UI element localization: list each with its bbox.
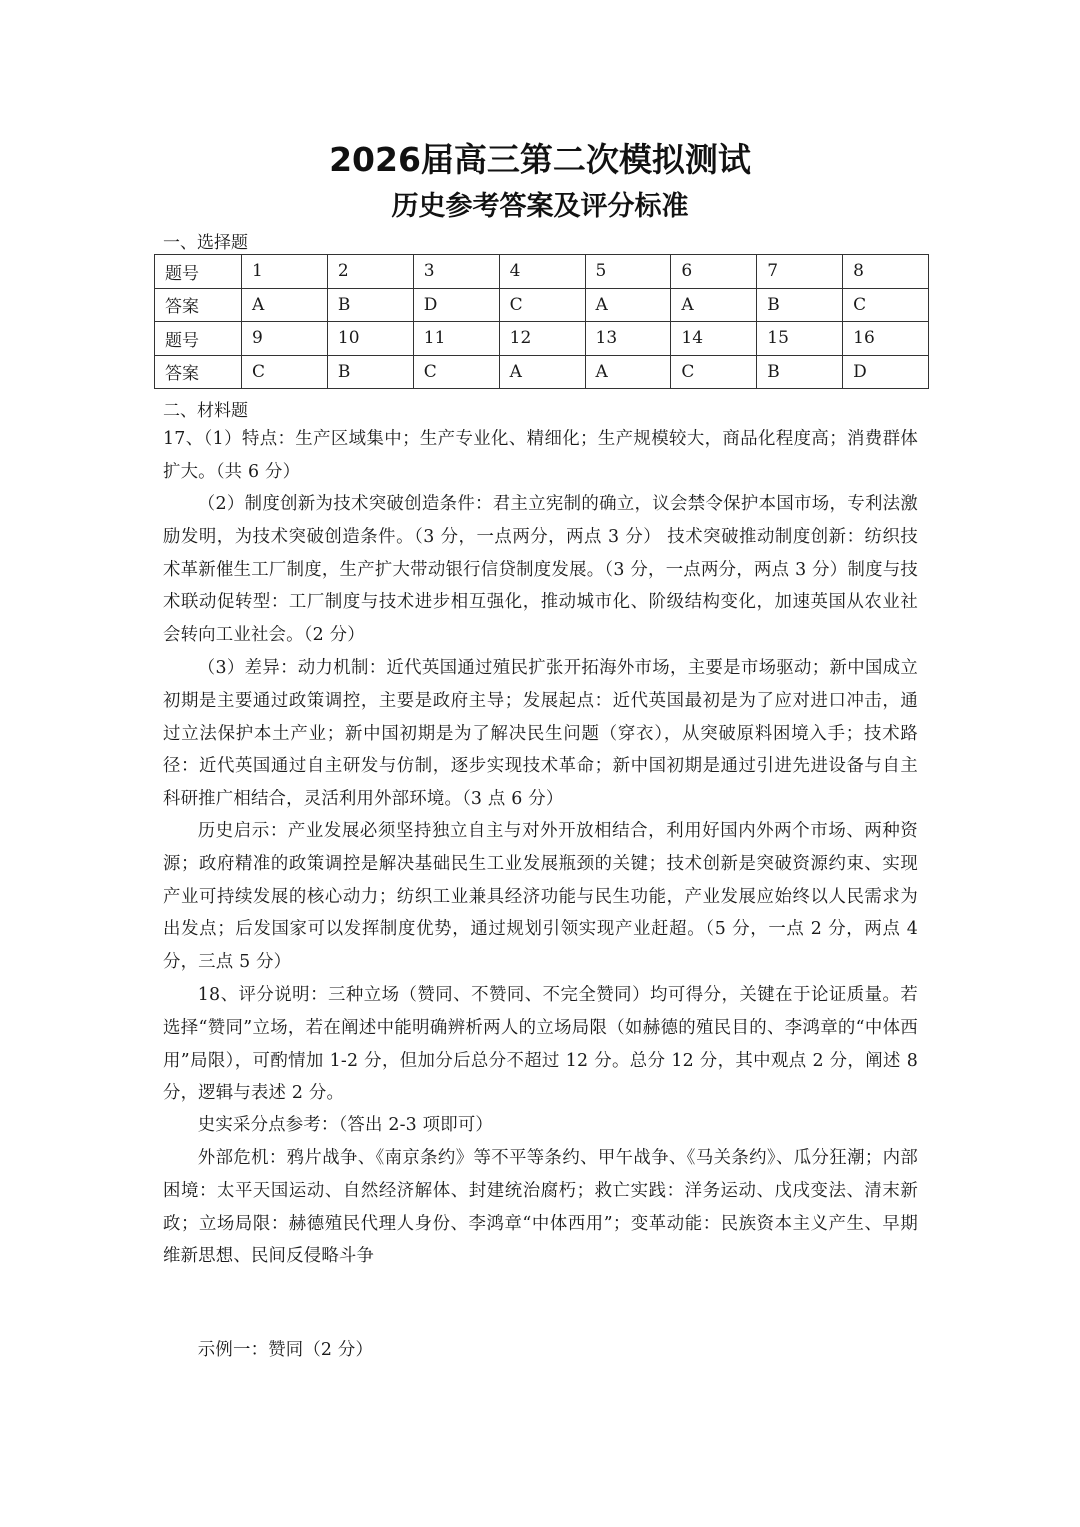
table-cell: B [757,288,843,322]
answer-table-row [155,322,929,356]
table-cell: 12 [499,322,585,356]
answer-table [154,254,929,389]
answer-table-row [155,288,929,322]
table-cell: C [843,288,929,322]
q18-scoring-notes: 18、评分说明：三种立场（赞同、不赞同、不完全赞同）均可得分，关键在于论证质量。若选择“赞同”立场，若在阐述中能明确辨析两人的立场局限（如赫德的殖民目的、李鸿章的“中体西用”局限），可酌情加 1-2 分，但加分后总分不超过 12 分。总分 12 分，其中观点 2 分，阐述 8 分，逻辑与表述 2 分。 [163,985,918,1104]
table-row-header: 题号 [155,255,242,289]
table-cell: 4 [499,255,585,289]
q17-part3: （3）差异：动力机制：近代英国通过殖民扩张开拓海外市场，主要是市场驱动；新中国成立初期是主要通过政策调控，主要是政府主导；发展起点：近代英国最初是为了应对进口冲击，通过立法保护本土产业；新中国初期是为了解决民生问题（穿衣），从突破原料困境入手；技术路径：近代英国通过自主研发与仿制，逐步实现技术革命；新中国初期是通过引进先进设备与自主科研推广相结合，灵活利用外部环境。（3 点 6 分） [163,658,918,810]
table-cell: A [585,355,671,389]
table-cell: C [671,355,757,389]
table-cell: 5 [585,255,671,289]
table-cell: B [327,288,413,322]
table-cell: A [242,288,328,322]
answer-table-row [155,255,929,289]
q17-part4-insight: 历史启示：产业发展必须坚持独立自主与对外开放相结合，利用好国内外两个市场、两种资源；政府精准的政策调控是解决基础民生工业发展瓶颈的关键；技术创新是突破资源约束、实现产业可持续发展的核心动力；纺织工业兼具经济功能与民生功能，产业发展应始终以人民需求为出发点；后发国家可以发挥制度优势，通过规划引领实现产业赶超。（5 分，一点 2 分，两点 4 分，三点 5 分） [163,821,918,973]
answer-table-row [155,355,929,389]
table-cell: D [843,355,929,389]
table-cell: C [242,355,328,389]
table-cell: 2 [327,255,413,289]
table-cell: 6 [671,255,757,289]
table-cell: B [757,355,843,389]
table-row-header: 答案 [155,355,242,389]
table-cell: 15 [757,322,843,356]
table-cell: A [671,288,757,322]
q17-part2: （2）制度创新为技术突破创造条件：君主立宪制的确立，议会禁令保护本国市场，专利法激励发明，为技术突破创造条件。（3 分，一点两分，两点 3 分） 技术突破推动制度创新：纺织技术革新催生工厂制度，生产扩大带动银行信贷制度发展。（3 分，一点两分，两点 3 分）制度与技术联动促转型：工厂制度与技术进步相互强化，推动城市化、阶级结构变化，加速英国从农业社会转向工业社会。（2 分） [163,494,918,646]
table-cell: A [585,288,671,322]
table-cell: D [413,288,499,322]
document-title: 2026届高三第二次模拟测试 [329,140,751,179]
table-cell: 13 [585,322,671,356]
section-heading-choice: 一、选择题 [163,233,248,253]
table-cell: B [327,355,413,389]
table-cell: 1 [242,255,328,289]
table-cell: C [413,355,499,389]
table-cell: 8 [843,255,929,289]
table-cell: 7 [757,255,843,289]
q18-facts-heading: 史实采分点参考：（答出 2-3 项即可） [197,1115,494,1135]
table-cell: C [499,288,585,322]
table-row-header: 答案 [155,288,242,322]
table-cell: 9 [242,322,328,356]
document-subtitle: 历史参考答案及评分标准 [391,191,689,222]
table-cell: 16 [843,322,929,356]
q18-facts-list: 外部危机：鸦片战争、《南京条约》等不平等条约、甲午战争、《马关条约》、瓜分狂潮；内部困境：太平天国运动、自然经济解体、封建统治腐朽；救亡实践：洋务运动、戊戌变法、清末新政；立场局限：赫德殖民代理人身份、李鸿章“中体西用”；变革动能：民族资本主义产生、早期维新思想、民间反侵略斗争 [163,1148,918,1267]
table-cell: 11 [413,322,499,356]
table-cell: 14 [671,322,757,356]
table-row-header: 题号 [155,322,242,356]
table-cell: 3 [413,255,499,289]
table-cell: A [499,355,585,389]
section-heading-material: 二、材料题 [163,401,248,421]
q17-part1: 17、（1）特点：生产区域集中；生产专业化、精细化；生产规模较大，商品化程度高；消费群体扩大。（共 6 分） [163,429,918,482]
q18-example-one: 示例一：赞同（2 分） [197,1340,374,1360]
table-cell: 10 [327,322,413,356]
